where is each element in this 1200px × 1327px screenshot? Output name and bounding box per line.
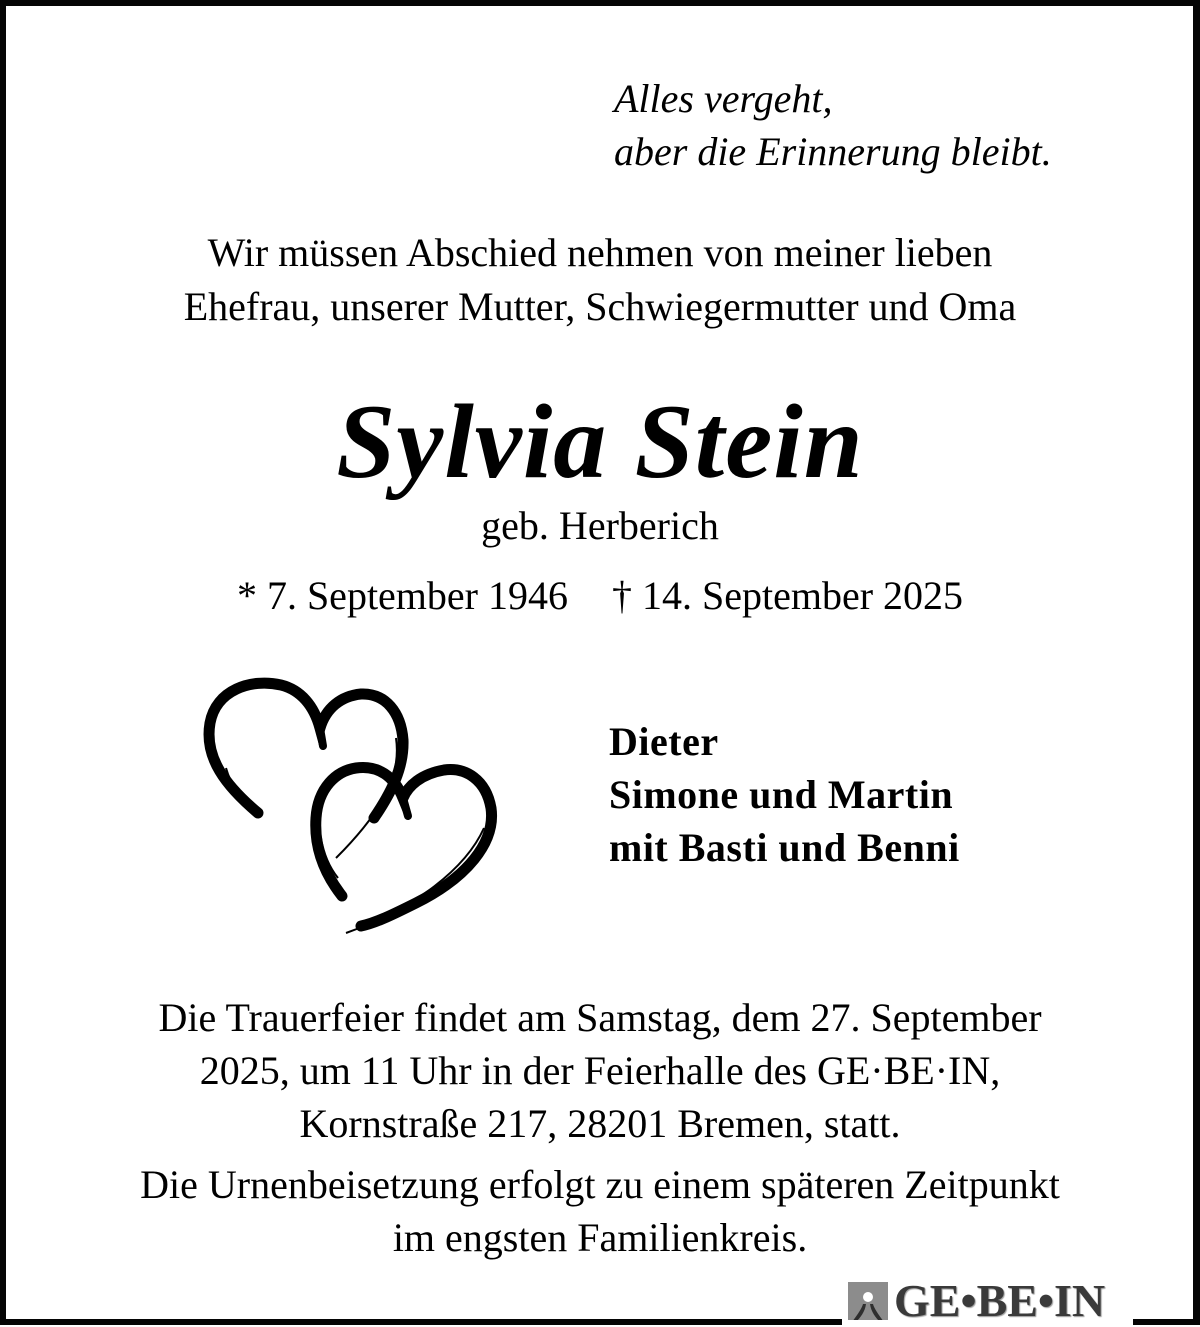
frame-border-bottom-right xyxy=(1133,1319,1200,1325)
burial-line: Die Urnenbeisetzung erfolgt zu einem späteren Zeitpunkt xyxy=(140,1162,1060,1207)
funeral-service-info xyxy=(0,991,1200,1150)
urn-burial-info xyxy=(0,1158,1200,1264)
family-line: Simone und Martin xyxy=(609,772,954,817)
ceremony-line: Die Trauerfeier findet am Samstag, dem 27. September xyxy=(158,995,1042,1040)
family-line: mit Basti und Benni xyxy=(609,825,960,870)
two-hearts-icon xyxy=(196,668,506,938)
death-date: † 14. September 2025 xyxy=(612,573,964,618)
gebein-logo xyxy=(848,1275,1106,1326)
birth-date: * 7. September 1946 xyxy=(236,573,568,618)
memorial-quote xyxy=(614,72,1052,178)
family-signatures xyxy=(609,715,960,874)
frame-border-bottom-left xyxy=(0,1319,842,1325)
gebein-logo-text: GE•BE•IN xyxy=(894,1275,1106,1326)
intro-line: Ehefrau, unserer Mutter, Schwiegermutter und Oma xyxy=(183,284,1017,329)
ceremony-line: Kornstraße 217, 28201 Bremen, statt. xyxy=(299,1101,901,1146)
quote-line: Alles vergeht, xyxy=(614,76,833,121)
ceremony-line: 2025, um 11 Uhr in der Feierhalle des GE·BE·IN, xyxy=(199,1048,1001,1093)
intro-line: Wir müssen Abschied nehmen von meiner lieben xyxy=(207,230,993,275)
life-dates xyxy=(0,572,1200,620)
farewell-intro xyxy=(0,226,1200,334)
deceased-name: Sylvia Stein xyxy=(336,383,864,500)
maiden-name: geb. Herberich xyxy=(481,503,719,548)
family-line: Dieter xyxy=(609,719,719,764)
gebein-logo-mark-icon xyxy=(848,1282,888,1322)
burial-line: im engsten Familienkreis. xyxy=(392,1215,808,1260)
quote-line: aber die Erinnerung bleibt. xyxy=(614,129,1052,174)
frame-border-top xyxy=(0,0,1200,6)
